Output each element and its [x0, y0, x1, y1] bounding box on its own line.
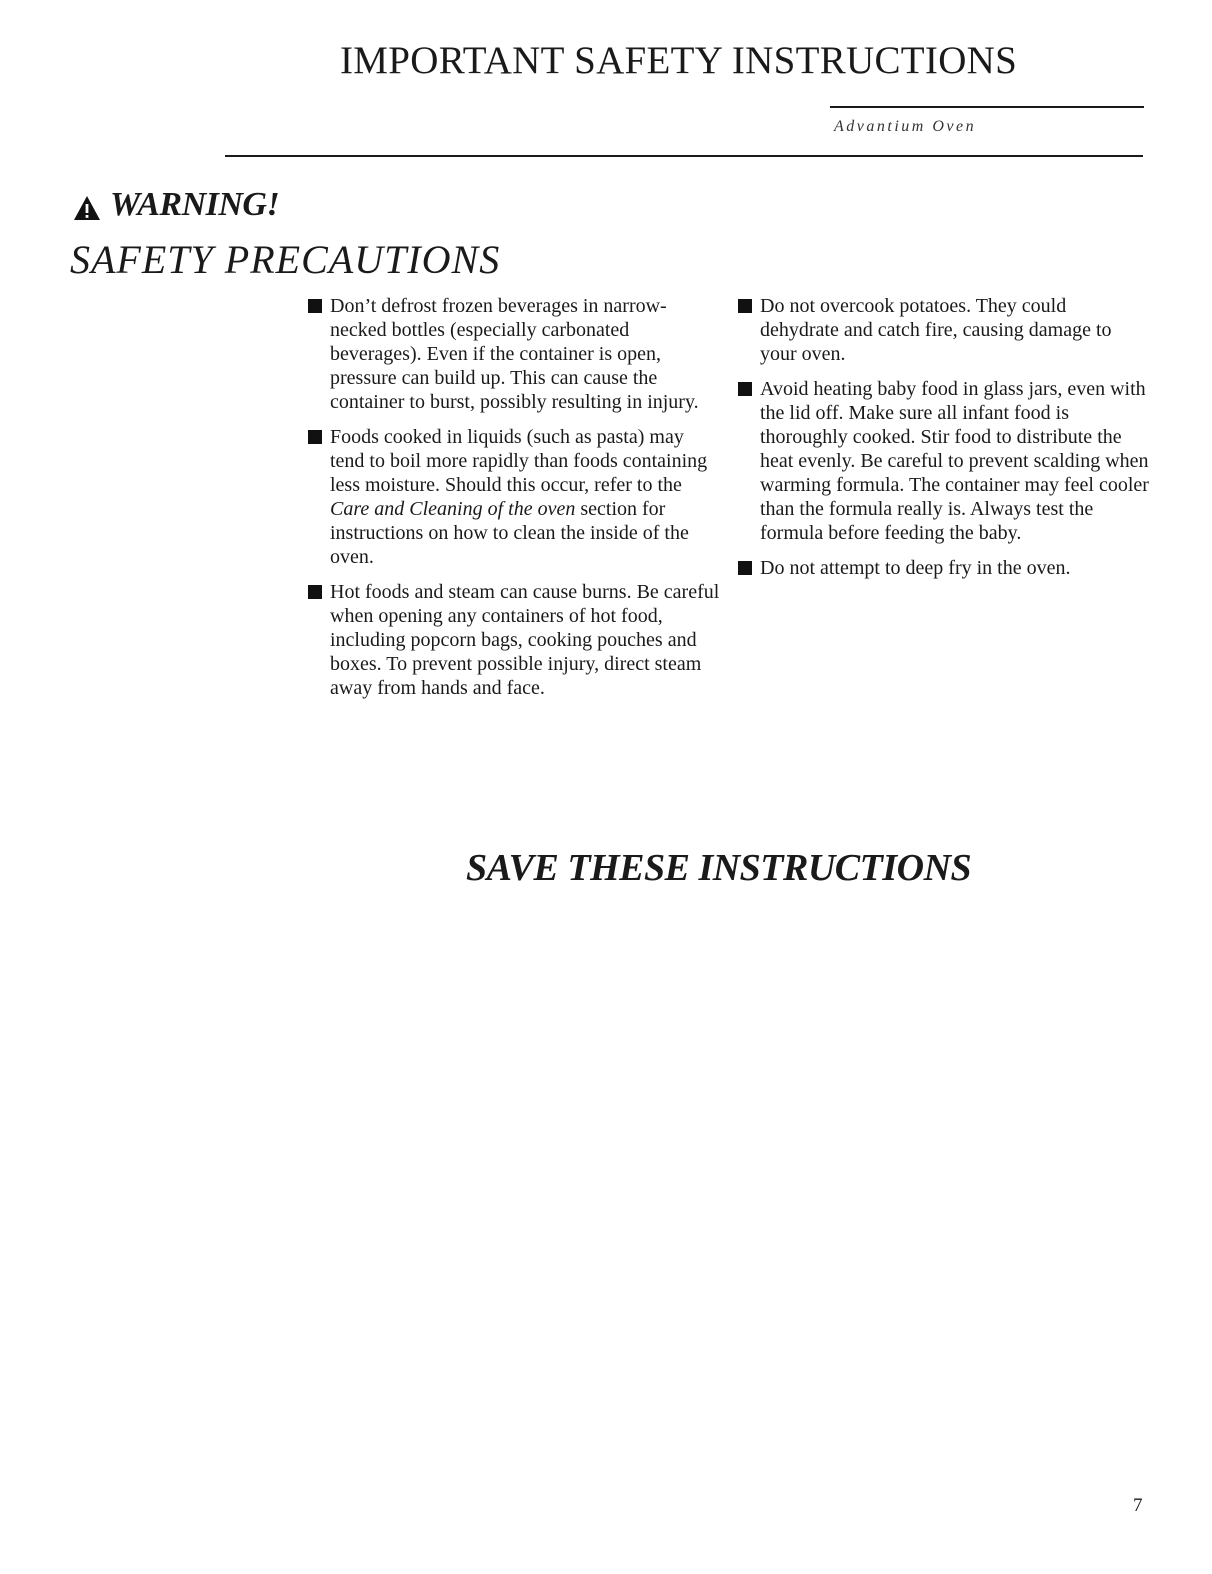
product-subtitle: Advantium Oven	[834, 118, 977, 135]
list-item-text: Avoid heating baby food in glass jars, even with the lid off. Make sure all infant food is thoroughly cooked. Stir food to distribute the heat evenly. Be careful to prevent scalding when warming formula. The container may feel cooler than the formula really is. Always test the formula before feeding the baby.	[760, 378, 1149, 544]
square-bullet-icon	[308, 430, 322, 444]
list-item	[308, 580, 720, 700]
square-bullet-icon	[308, 299, 322, 313]
list-item-text: Do not overcook potatoes. They could dehydrate and catch fire, causing damage to your oven.	[760, 295, 1112, 365]
square-bullet-icon	[308, 585, 322, 599]
list-item-text-post: section for instructions on how to clean the inside of the oven.	[330, 498, 689, 568]
header-rule-long	[225, 155, 1143, 157]
section-reference: Care and Cleaning of the oven	[330, 498, 576, 520]
square-bullet-icon	[738, 561, 752, 575]
warning-heading	[72, 186, 279, 224]
list-item-text: Hot foods and steam can cause burns. Be careful when opening any containers of hot food, including popcorn bags, cooking pouches and boxes. To prevent possible injury, direct steam away from hands and face.	[330, 581, 720, 699]
list-item	[308, 294, 720, 414]
list-item-text	[330, 425, 720, 569]
page-title: IMPORTANT SAFETY INSTRUCTIONS	[340, 39, 1018, 82]
list-item	[738, 294, 1150, 366]
page-number: 7	[1133, 1495, 1143, 1516]
header-rule-short	[830, 106, 1144, 108]
list-item	[738, 556, 1150, 580]
list-item-text: Don’t defrost frozen beverages in narrow-necked bottles (especially carbonated beverages). Even if the container is open, pressure can build up. This can cause the container to burst, possibly resulting in injury.	[330, 295, 699, 413]
square-bullet-icon	[738, 299, 752, 313]
list-item	[308, 425, 720, 569]
warning-label: WARNING!	[110, 186, 280, 223]
list-item-text-pre: Foods cooked in liquids (such as pasta) may tend to boil more rapidly than foods containing less moisture. Should this occur, refer to the	[330, 426, 708, 496]
save-instructions-heading: SAVE THESE INSTRUCTIONS	[466, 847, 972, 889]
left-column-list	[308, 294, 720, 711]
list-item-text: Do not attempt to deep fry in the oven.	[760, 557, 1071, 579]
right-column-list	[738, 294, 1150, 591]
square-bullet-icon	[738, 382, 752, 396]
warning-triangle-icon	[72, 193, 102, 223]
list-item	[738, 377, 1150, 545]
section-title: SAFETY PRECAUTIONS	[70, 237, 501, 282]
